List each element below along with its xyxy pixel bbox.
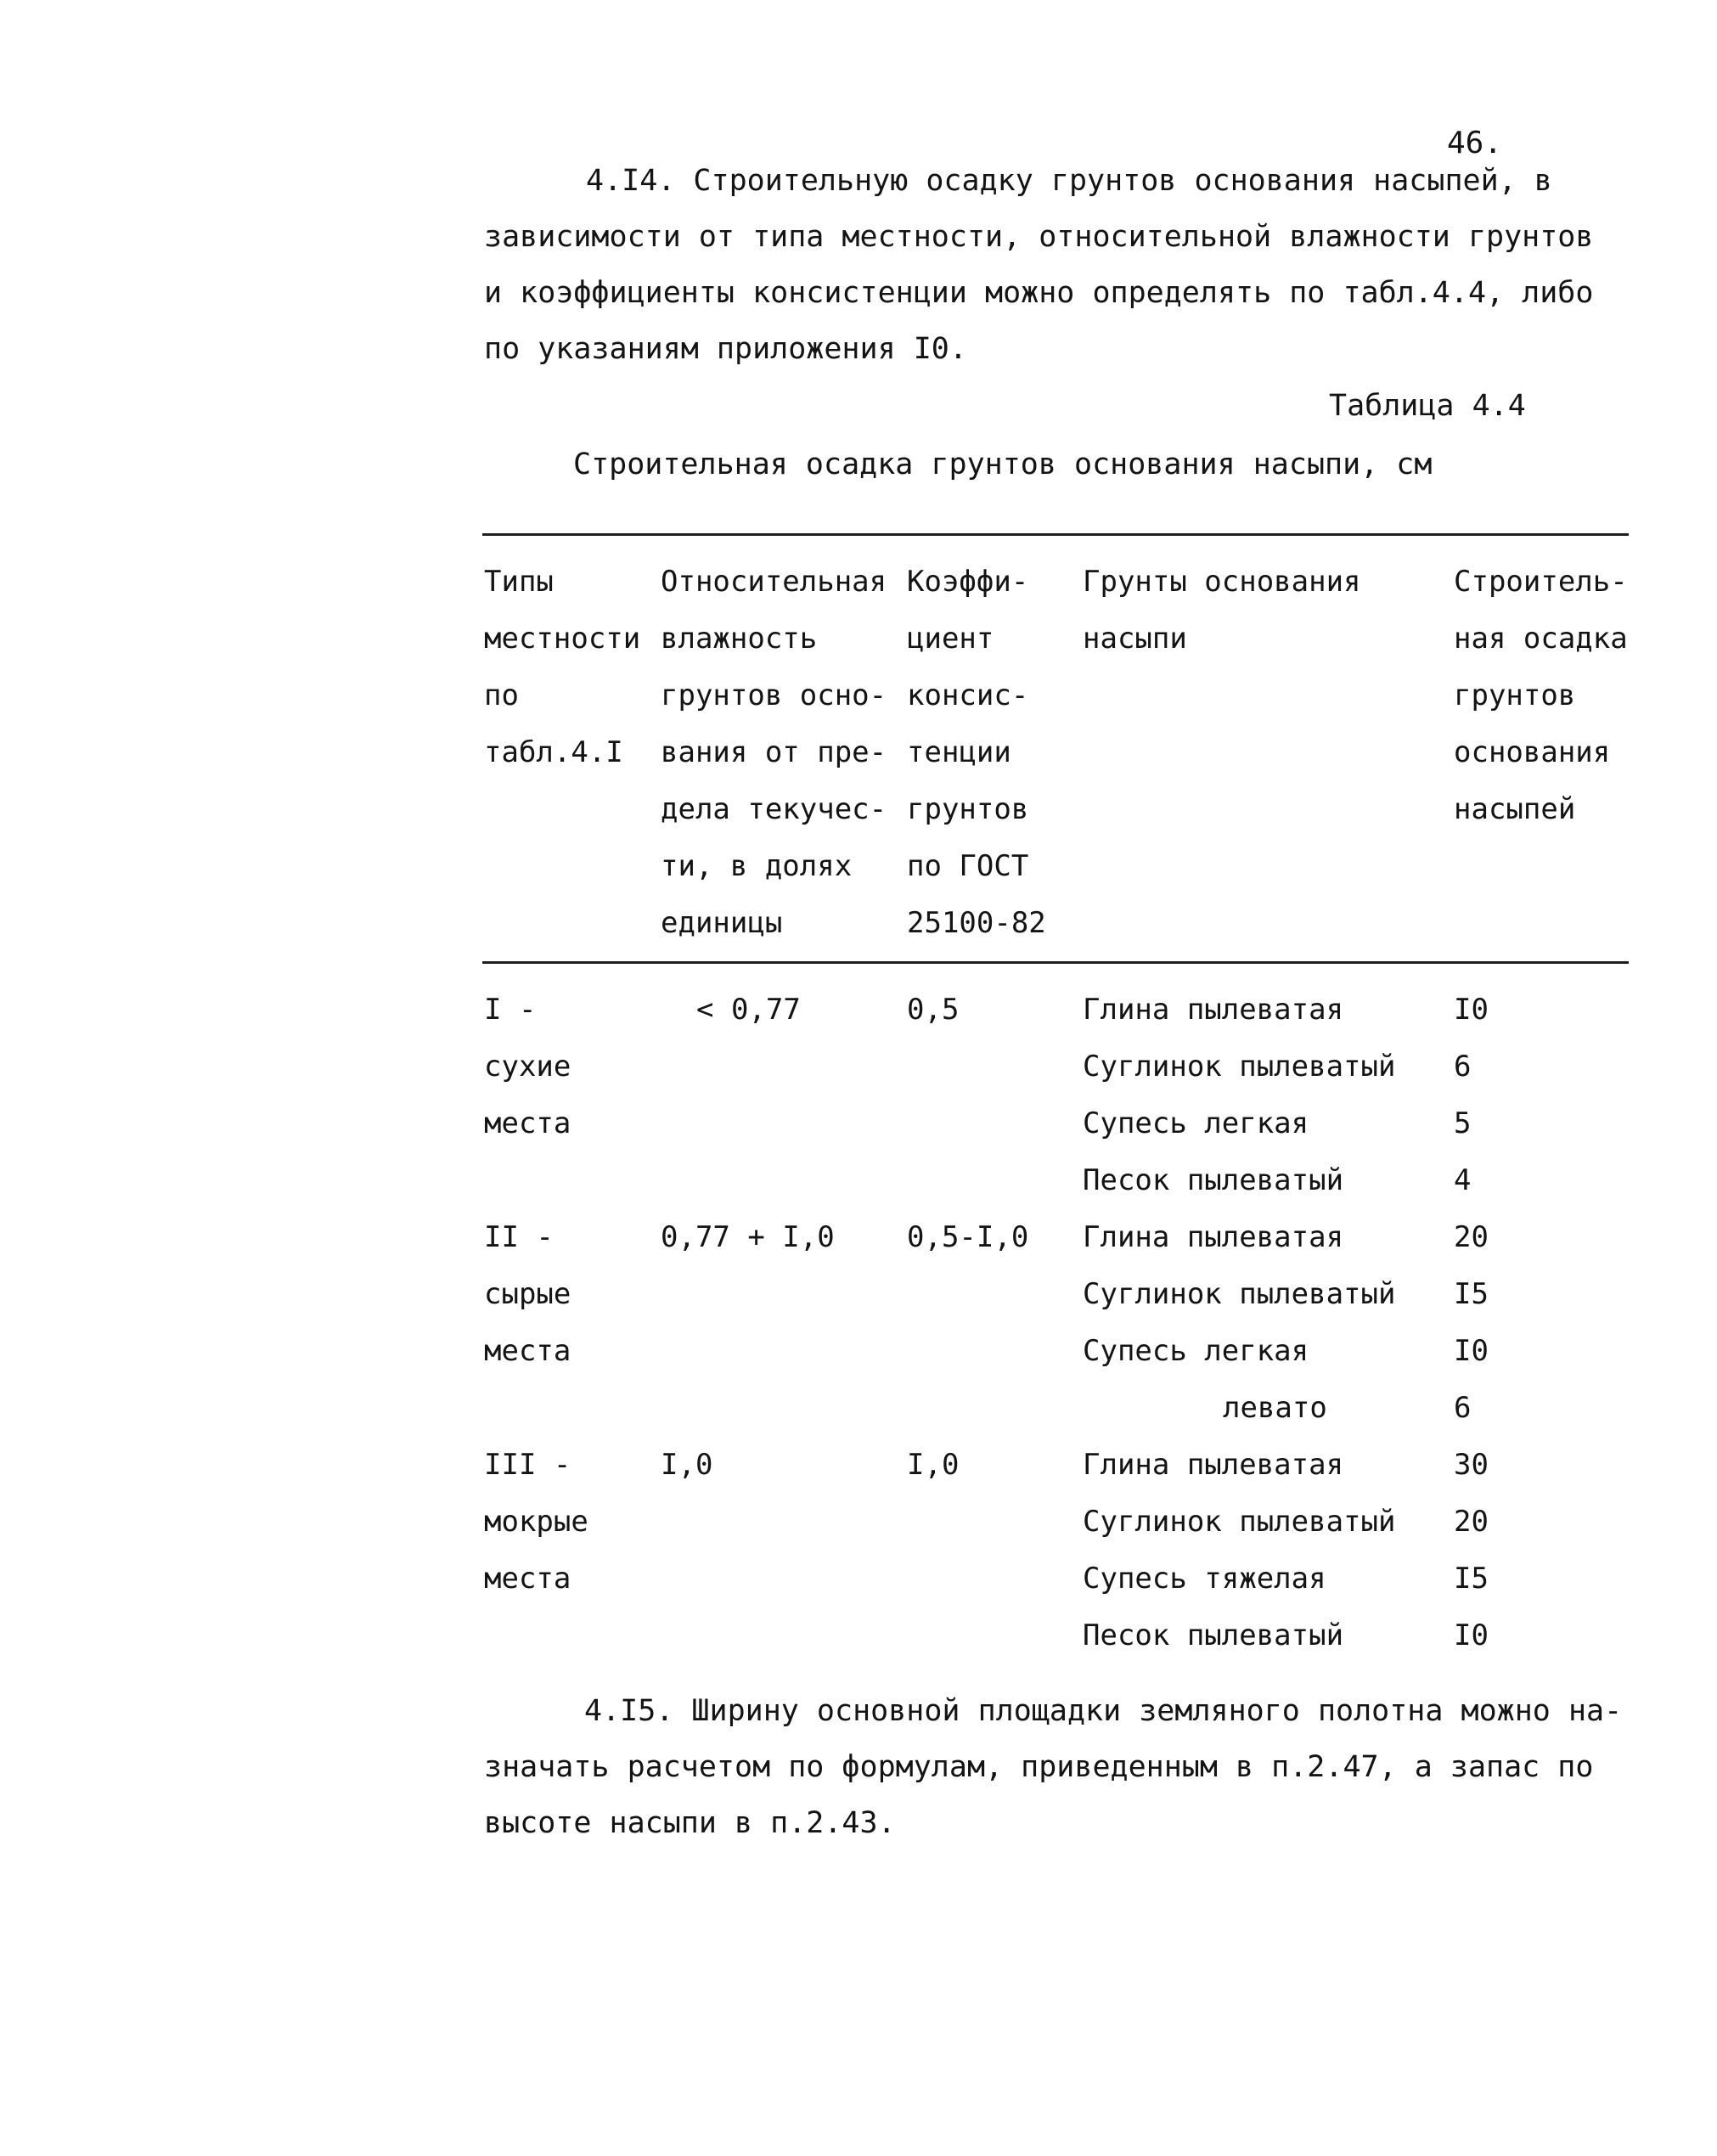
text-line: и коэффициенты консистенции можно определять по табл.4.4, либо <box>484 276 1594 310</box>
text-line: зависимости от типа местности, относительной влажности грунтов <box>484 220 1594 254</box>
terrain-label: сухие <box>484 1050 571 1084</box>
settlement-value: 6 <box>1454 1050 1472 1084</box>
soil-name: Песок пылеватый <box>1083 1163 1344 1197</box>
moisture-value: < 0,77 <box>696 993 801 1027</box>
header-cell-line: влажность <box>661 622 818 656</box>
settlement-value: I0 <box>1454 1618 1489 1652</box>
header-cell-line: консис- <box>907 678 1029 712</box>
header-cell-line: единицы <box>661 906 783 940</box>
soil-name: Суглинок пылеватый <box>1083 1505 1396 1539</box>
header-cell-line: Грунты основания <box>1083 565 1361 599</box>
header-cell-line: насыпей <box>1454 792 1576 826</box>
consistency-value: 0,5 <box>907 993 960 1027</box>
table-title: Строительная осадка грунтов основания насыпи, см <box>573 448 1433 481</box>
soil-name: левато <box>1223 1391 1327 1425</box>
soil-name: Супесь легкая <box>1083 1334 1309 1368</box>
soil-name: Супесь тяжелая <box>1083 1562 1326 1596</box>
header-cell-line: 25100-82 <box>907 906 1046 940</box>
terrain-label: III - <box>484 1448 571 1482</box>
terrain-label: I - <box>484 993 537 1027</box>
soil-name: Глина пылеватая <box>1083 993 1344 1027</box>
consistency-value: 0,5-I,0 <box>907 1220 1029 1254</box>
header-cell-line: ти, в долях <box>661 849 853 883</box>
soil-name: Глина пылеватая <box>1083 1220 1344 1254</box>
header-cell-line: тенции <box>907 735 1011 769</box>
header-cell-line: местности <box>484 622 641 656</box>
terrain-label: места <box>484 1334 571 1368</box>
header-cell-line: дела текучес- <box>661 792 887 826</box>
settlement-value: I5 <box>1454 1562 1489 1596</box>
header-cell-line: грунтов осно- <box>661 678 887 712</box>
settlement-value: I0 <box>1454 1334 1489 1368</box>
header-cell-line: Коэффи- <box>907 565 1029 599</box>
soil-name: Песок пылеватый <box>1083 1618 1344 1652</box>
header-cell-line: насыпи <box>1083 622 1187 656</box>
text-line: 4.I5. Ширину основной площадки земляного полотна можно на- <box>584 1694 1623 1728</box>
moisture-value: I,0 <box>661 1448 713 1482</box>
settlement-value: I0 <box>1454 993 1489 1027</box>
text-line: 4.I4. Строительную осадку грунтов основания насыпей, в <box>586 164 1552 198</box>
settlement-value: 20 <box>1454 1505 1489 1539</box>
terrain-label: места <box>484 1562 571 1596</box>
header-cell-line: Строитель- <box>1454 565 1628 599</box>
consistency-value: I,0 <box>907 1448 960 1482</box>
text-line: высоте насыпи в п.2.43. <box>484 1806 896 1840</box>
terrain-label: сырые <box>484 1277 571 1311</box>
table-number-label: Таблица 4.4 <box>1329 389 1526 423</box>
settlement-value: 4 <box>1454 1163 1472 1197</box>
text-line: по указаниям приложения I0. <box>484 332 967 366</box>
settlement-value: 20 <box>1454 1220 1489 1254</box>
header-cell-line: грунтов <box>907 792 1029 826</box>
soil-name: Глина пылеватая <box>1083 1448 1344 1482</box>
header-cell-line: по ГОСТ <box>907 849 1029 883</box>
terrain-label: места <box>484 1106 571 1140</box>
header-cell-line: основания <box>1454 735 1611 769</box>
settlement-value: 30 <box>1454 1448 1489 1482</box>
terrain-label: мокрые <box>484 1505 588 1539</box>
terrain-label: II - <box>484 1220 554 1254</box>
header-cell-line: Относительная <box>661 565 887 599</box>
settlement-value: 6 <box>1454 1391 1472 1425</box>
soil-name: Суглинок пылеватый <box>1083 1050 1396 1084</box>
page-number: 46. <box>1447 126 1503 160</box>
settlement-value: 5 <box>1454 1106 1472 1140</box>
header-cell-line: вания от пре- <box>661 735 887 769</box>
soil-name: Суглинок пылеватый <box>1083 1277 1396 1311</box>
moisture-value: 0,77 + I,0 <box>661 1220 835 1254</box>
header-cell-line: табл.4.I <box>484 735 623 769</box>
header-cell-line: Типы <box>484 565 554 599</box>
table-top-rule <box>482 533 1629 536</box>
header-cell-line: по <box>484 678 519 712</box>
header-cell-line: ная осадка <box>1454 622 1628 656</box>
header-cell-line: циент <box>907 622 994 656</box>
soil-name: Супесь легкая <box>1083 1106 1309 1140</box>
table-header-rule <box>482 961 1629 964</box>
text-line: значать расчетом по формулам, приведенным в п.2.47, а запас по <box>484 1750 1594 1784</box>
settlement-value: I5 <box>1454 1277 1489 1311</box>
header-cell-line: грунтов <box>1454 678 1576 712</box>
